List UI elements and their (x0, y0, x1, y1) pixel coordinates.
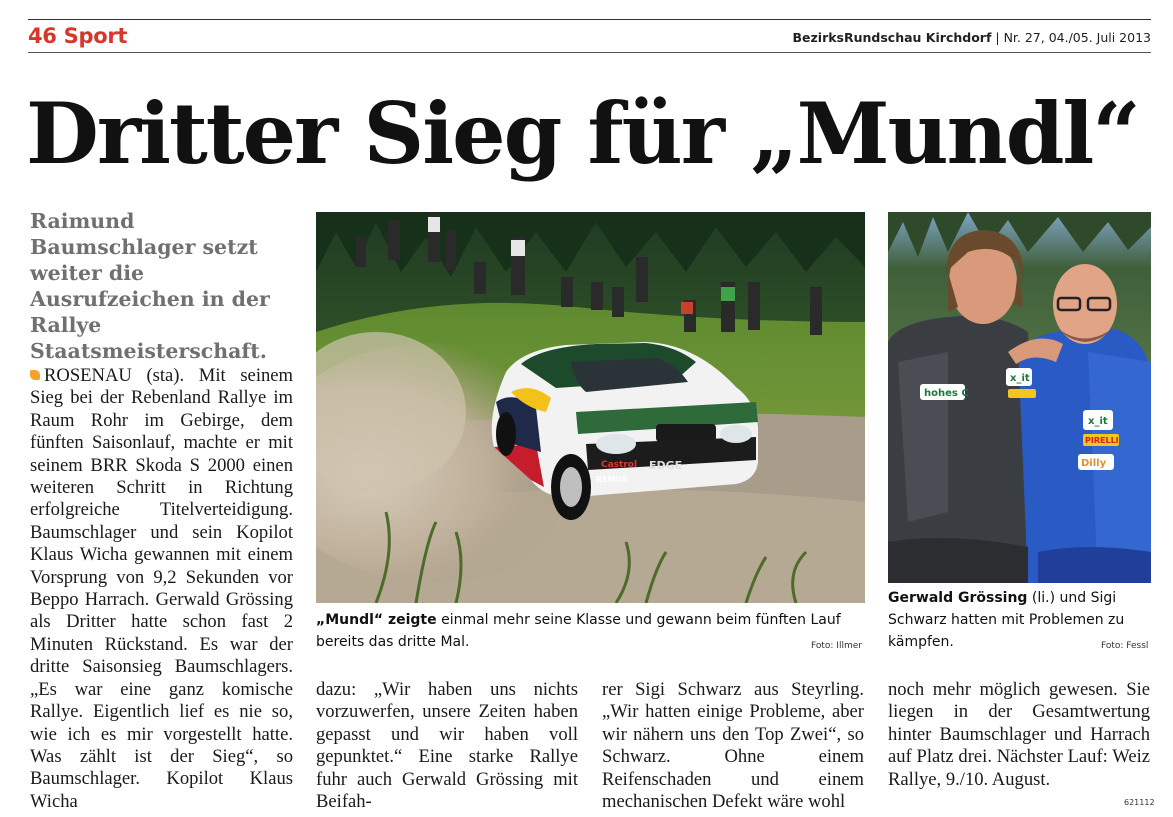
header-bottom-rule (28, 52, 1151, 53)
publication-name: BezirksRundschau Kirchdorf (792, 30, 992, 45)
drivers-illustration (888, 212, 1151, 583)
caption-1-text: einmal mehr seine Klasse und gewann beim fünften Lauf bereits das dritte Mal. (316, 612, 841, 650)
section-name: Sport (63, 24, 128, 48)
car-sponsor-text: EDGE (649, 459, 683, 472)
photo-credit-2: Foto: Fessl (1101, 641, 1149, 651)
suit-patch-right-text: x_it (1088, 416, 1108, 427)
suit-sponsor-text: hohes C (924, 388, 969, 399)
column-1-text: ROSENAU (sta). Mit seinem Sieg bei der Rebenland Rallye im Raum Rohr im Gebirge, dem fünften Saisonlauf, machte er mit seinem BRR Skoda S 2000 einen weiteren Schritt in Richtung erfolgreiche Titelverteidigung. Baumschlager und sein Kopilot Klaus Wicha gewannen mit einem Vorsprung von 9,2 Sekunden vor Beppo Harrach. Gerwald Grössing als Dritter hatte schon fast 2 Minuten Rückstand. Es war der dritte Saisonsieg Baumschlagers. „Es war eine ganz komische Rallye. Eigentlich lief es nie so, wie ich es mir vorgestellt hatte. Was zählt ist der Sieg“, so Baumschlager. Kopilot Klaus Wicha (30, 365, 293, 812)
car-remus-text: REMUS (596, 475, 628, 484)
issue-info: Nr. 27, 04./05. Juli 2013 (1003, 30, 1151, 45)
caption-2-text: (li.) und Sigi Schwarz hatten mit Problemen zu kämpfen. (888, 590, 1125, 650)
rally-car-illustration (316, 212, 865, 603)
car-castrol-text: Castrol (601, 460, 638, 470)
rally-car-photo (316, 212, 865, 603)
suit-patch-left-text: x_it (1010, 373, 1030, 384)
suit-brand-text: Dilly (1081, 458, 1107, 469)
article-column-2: dazu: „Wir haben uns nichts vorzuwerfen, unsere Zeiten haben gepasst und wir haben voll gepunktet.“ Eine starke Rallye fuhr auch Gerwald Grössing mit Beifah- (316, 679, 578, 813)
caption-2-bold: Gerwald Grössing (888, 590, 1028, 606)
masthead-separator: | (995, 30, 1004, 45)
photo-caption-1 (316, 609, 865, 653)
article-column-1 (30, 365, 293, 813)
article-column-4: noch mehr möglich gewesen. Sie liegen in der Gesamtwertung hinter Baumschlager und Harrach auf Platz drei. Nächster Lauf: Weiz Rallye, 9./10. August. (888, 679, 1150, 790)
article-code: 621112 (1124, 798, 1155, 807)
header-top-rule (28, 19, 1151, 20)
masthead (793, 30, 1151, 45)
article-lead: Raimund Baumschlager setzt weiter die Ausrufzeichen in der Rallye Staatsmeisterschaft. (30, 209, 270, 363)
article-headline: Dritter Sieg für „Mundl“ (26, 84, 1139, 183)
suit-tyre-text: PIRELLI (1085, 436, 1119, 445)
paragraph-marker-icon (30, 370, 40, 380)
page-section-label (28, 24, 127, 48)
caption-1-bold: „Mundl“ zeigte (316, 612, 437, 628)
page-number: 46 (28, 24, 57, 48)
drivers-photo (888, 212, 1151, 583)
article-column-3: rer Sigi Schwarz aus Steyrling. „Wir hatten einige Probleme, aber wir nähern uns den Top Zwei“, so Schwarz. Ohne einem Reifenschaden und einem mechanischen Defekt wäre wohl (602, 679, 864, 813)
photo-credit-1: Foto: Illmer (811, 641, 862, 651)
